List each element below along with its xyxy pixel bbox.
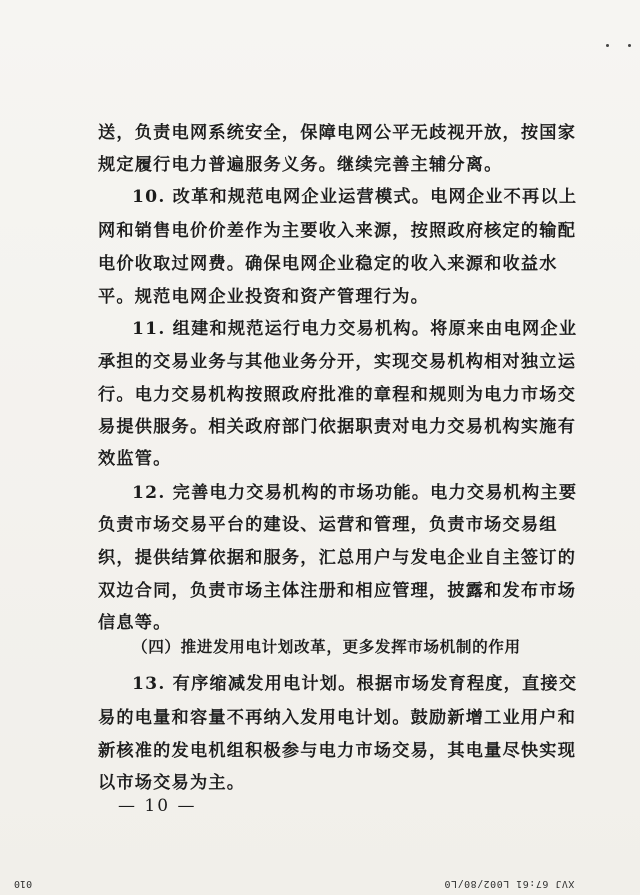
fax-timestamp: XVJ 67:61 L002/80/L0 — [444, 878, 575, 889]
section-heading: （四）推进发用电计划改革，更多发挥市场机制的作用 — [132, 637, 521, 656]
scan-speck — [606, 44, 609, 47]
text-line: 负责市场交易平台的建设、运营和管理，负责市场交易组 — [98, 515, 558, 535]
text-line: 信息等。 — [98, 613, 172, 633]
page-number: — 10 — — [118, 796, 197, 816]
text-line: 10. 改革和规范电网企业运营模式。电网企业不再以上 — [132, 187, 578, 207]
text-line: 平。规范电网企业投资和资产管理行为。 — [98, 287, 429, 307]
text-line: 11. 组建和规范运行电力交易机构。将原来由电网企业 — [132, 319, 578, 339]
text-line: 12. 完善电力交易机构的市场功能。电力交易机构主要 — [132, 483, 578, 503]
fax-page-code: 010 — [14, 878, 33, 889]
text-line: 易提供服务。相关政府部门依据职责对电力交易机构实施有 — [98, 417, 577, 437]
text-line: 织，提供结算依据和服务，汇总用户与发电企业自主签订的 — [98, 548, 577, 568]
text-line: 双边合同，负责市场主体注册和相应管理，披露和发布市场 — [98, 581, 577, 601]
text-line: 以市场交易为主。 — [98, 773, 246, 793]
scan-speck — [628, 44, 631, 47]
text-line: 新核准的发电机组积极参与电力市场交易，其电量尽快实现 — [98, 741, 577, 761]
text-line: 易的电量和容量不再纳入发用电计划。鼓励新增工业用户和 — [98, 708, 577, 728]
text-line: 电价收取过网费。确保电网企业稳定的收入来源和收益水 — [98, 254, 558, 274]
text-line: 行。电力交易机构按照政府批准的章程和规则为电力市场交 — [98, 385, 577, 405]
text-line: 承担的交易业务与其他业务分开，实现交易机构相对独立运 — [98, 352, 577, 372]
text-line: 网和销售电价价差作为主要收入来源，按照政府核定的输配 — [98, 221, 577, 241]
text-line: 规定履行电力普遍服务义务。继续完善主辅分离。 — [98, 155, 503, 175]
fax-footer — [0, 874, 640, 894]
text-line: 效监管。 — [98, 449, 172, 469]
text-line: 13. 有序缩减发用电计划。根据市场发育程度，直接交 — [132, 674, 578, 694]
text-line: 送，负责电网系统安全，保障电网公平无歧视开放，按国家 — [98, 123, 577, 143]
